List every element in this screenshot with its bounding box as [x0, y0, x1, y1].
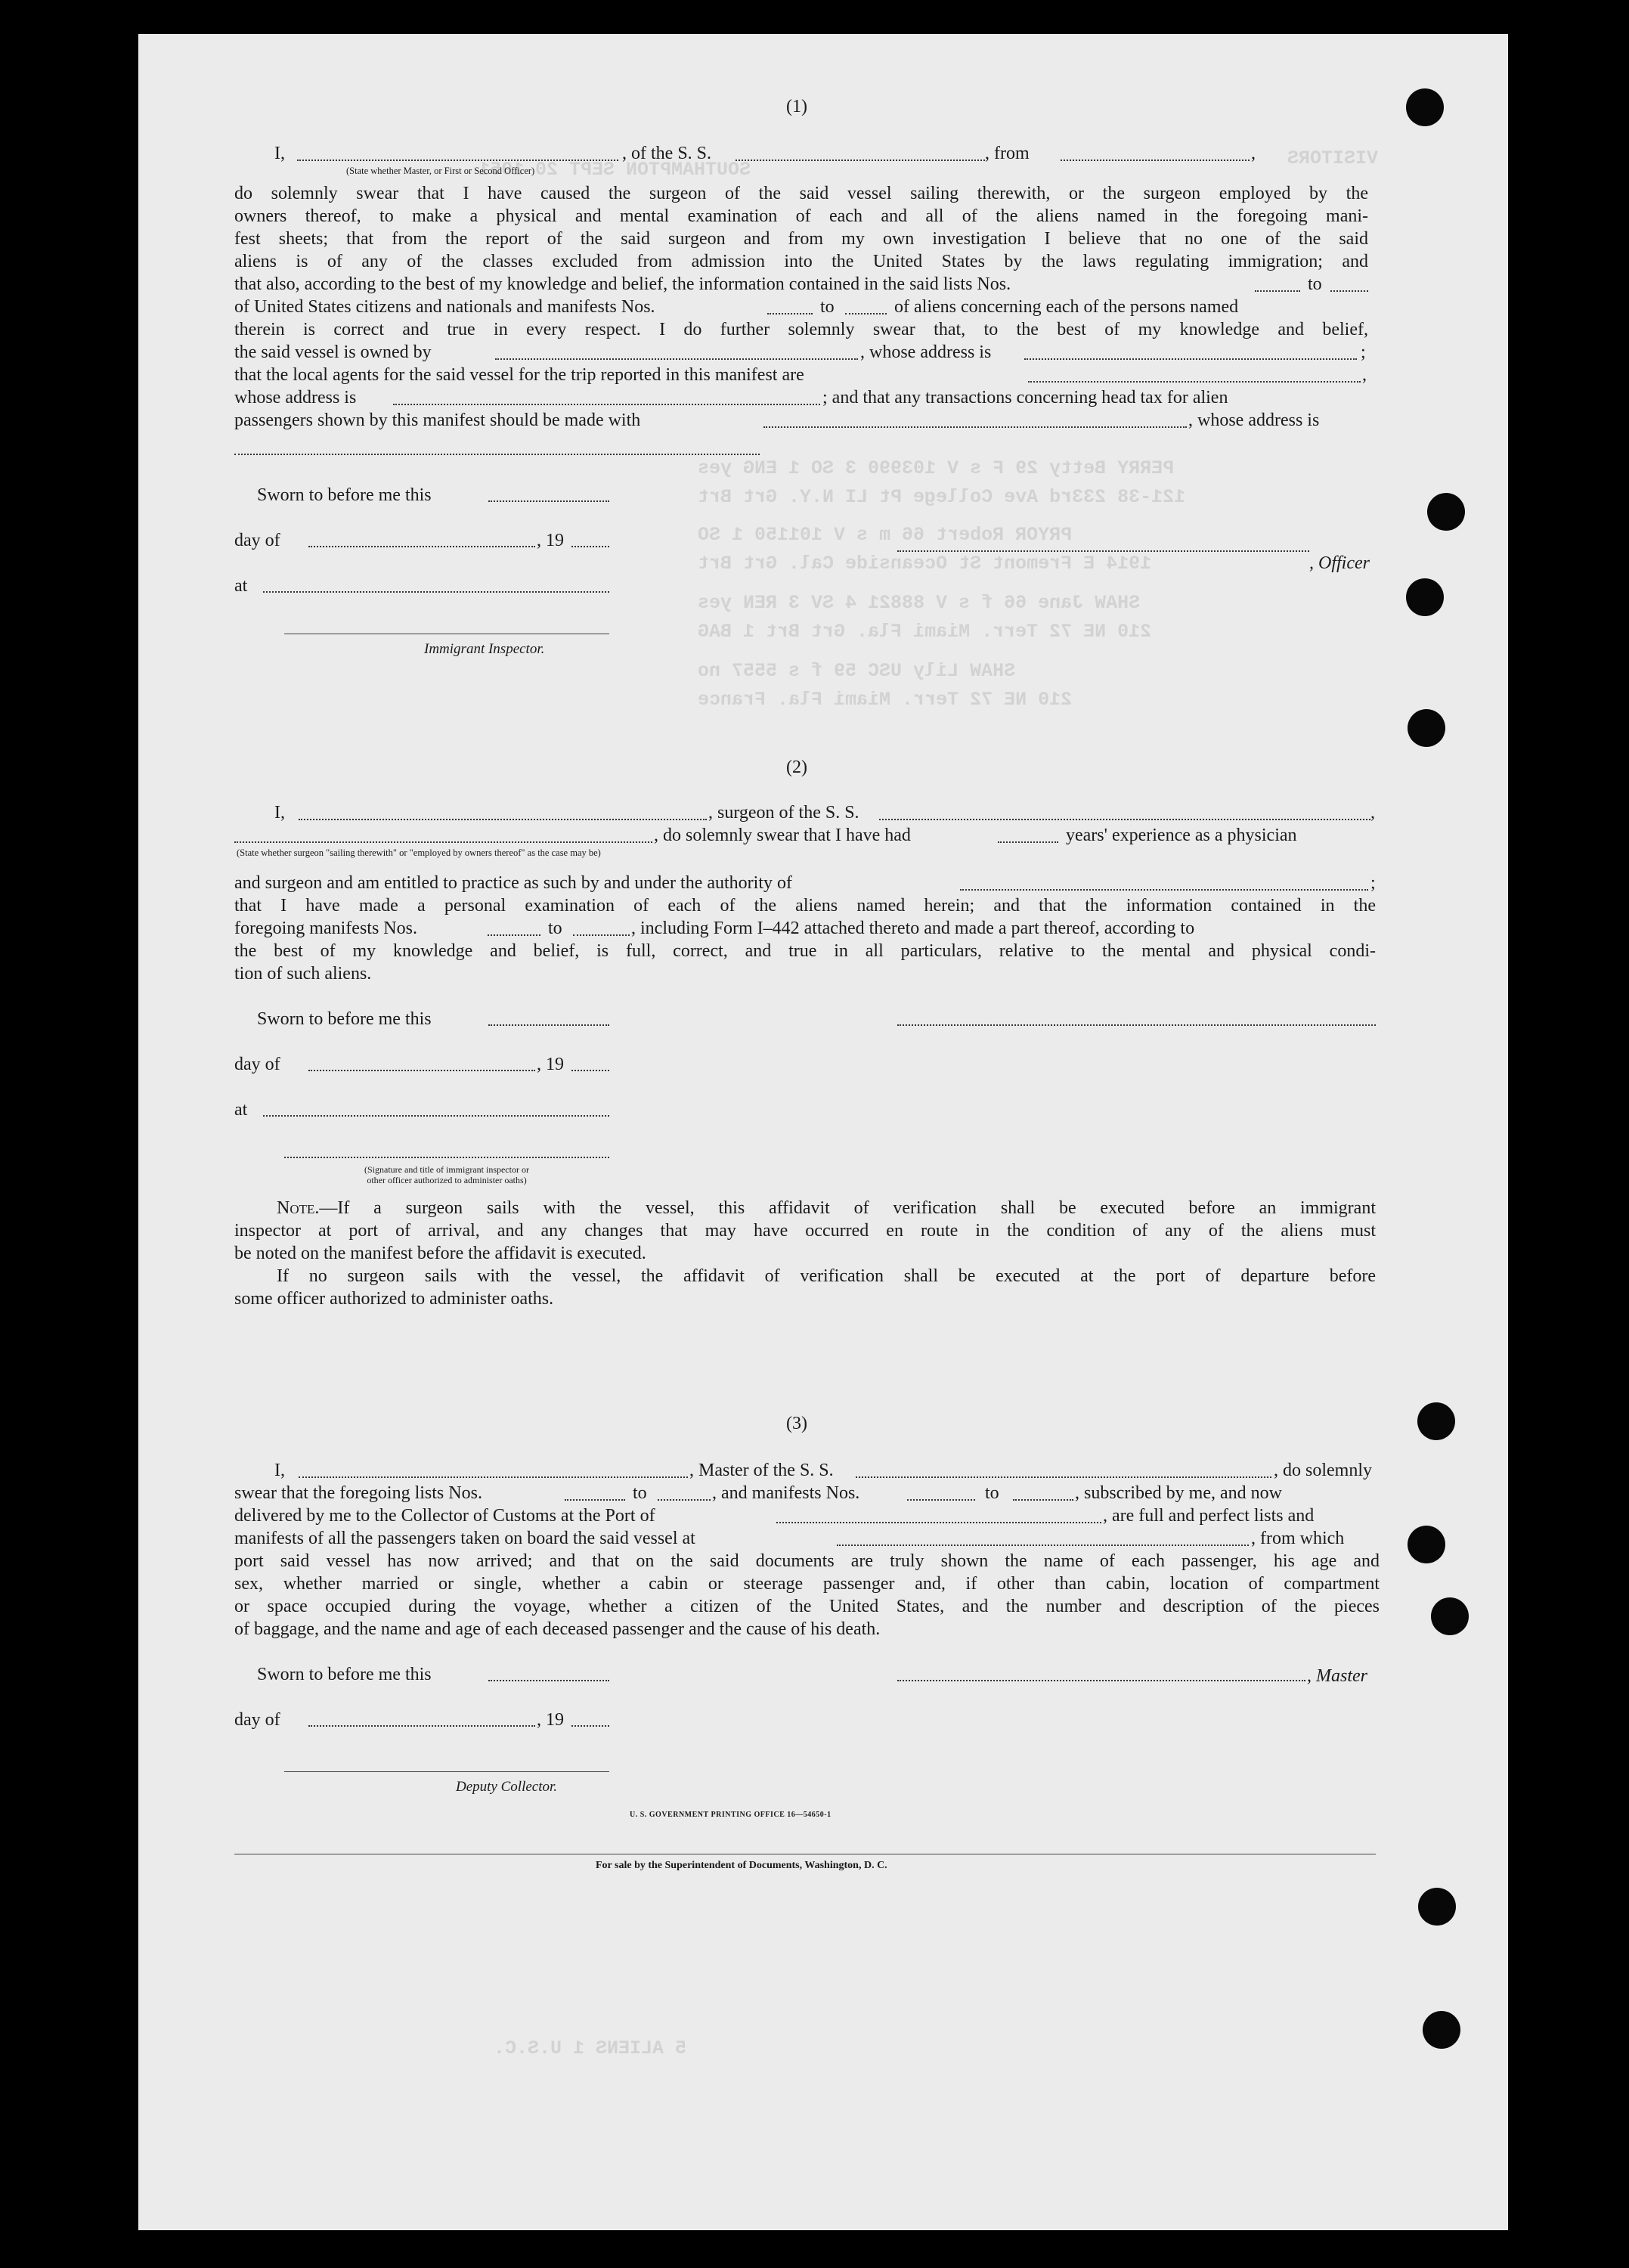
oath-text: ;: [1361, 342, 1366, 362]
oath-text: to: [548, 919, 562, 938]
surgeon-signature-field[interactable]: [897, 1024, 1376, 1026]
oath-text: I,: [274, 1461, 285, 1480]
oath-text: ,: [1370, 803, 1375, 823]
port-of-arrival-field[interactable]: [776, 1522, 1101, 1523]
surgeon-name-field[interactable]: [299, 819, 707, 820]
oath-text: the said vessel is owned by: [234, 342, 432, 362]
master-signature-field[interactable]: [897, 1680, 1305, 1681]
port-of-embarkation-field[interactable]: [837, 1545, 1249, 1546]
place-field-1[interactable]: [263, 591, 609, 593]
sworn-day-field-2[interactable]: [488, 1024, 609, 1026]
place-field-2[interactable]: [263, 1115, 609, 1117]
oath-line: aliens is of any of the classes excluded from admission into the United States by the laws regulating immigration; and: [234, 252, 1368, 271]
head-tax-address-field[interactable]: [234, 454, 760, 455]
punch-hole: [1417, 1402, 1455, 1440]
oath-text: , and manifests Nos.: [712, 1483, 860, 1503]
oath-line-lists: [234, 273, 1368, 296]
bleed-through-text: SHAW Lily USC 59 f s 5557 no: [698, 660, 1016, 682]
section3-line4: [234, 1527, 1380, 1550]
oath-text: , of the S. S.: [622, 144, 712, 163]
oath-text: ; and that any transactions concerning head tax for alien: [822, 388, 1228, 407]
oath-text: passengers shown by this manifest should be made with: [234, 411, 641, 430]
bleed-through-text: SOUTHAMPTON SEPT 20 1951: [478, 159, 751, 181]
oath-text: , surgeon of the S. S.: [708, 803, 859, 823]
section-number-2: (2): [786, 758, 807, 777]
sale-note: For sale by the Superintendent of Documents, Washington, D. C.: [596, 1860, 887, 1871]
day-of-label-2: day of: [234, 1055, 280, 1074]
oath-text: , from: [985, 144, 1030, 163]
bleed-through-text: 5 ALIENS 1 U.S.C.: [494, 2037, 687, 2059]
manifests-from-field[interactable]: [767, 313, 813, 314]
punch-hole: [1431, 1597, 1469, 1635]
officer-name-field[interactable]: [297, 160, 618, 161]
bleed-through-text: SHAW Jane 66 f s V 88821 4 SV 3 REN yes: [698, 592, 1141, 614]
oath-text: of aliens concerning each of the persons named: [894, 297, 1239, 317]
oath-text: and surgeon and am entitled to practice as such by and under the authority of: [234, 873, 792, 893]
sworn-label-1: Sworn to before me this: [257, 485, 432, 505]
deputy-label: Deputy Collector.: [456, 1779, 558, 1795]
bleed-through-text: PERRY Betty 29 F s V 103990 3 SO 1 ENG yes: [698, 457, 1175, 479]
oath-line: therein is correct and true in every respect. I do further solemnly swear that, to the best of my knowledge and belief,: [234, 320, 1368, 339]
day-of-label-3: day of: [234, 1710, 280, 1730]
punch-hole: [1423, 2011, 1460, 2049]
oath-line-agent-address: [234, 386, 1368, 409]
oath-line: owners thereof, to make a physical and mental examination of each and all of the aliens named in the foregoing mani-: [234, 206, 1368, 226]
agent-address-field[interactable]: [393, 404, 820, 405]
note-line: be noted on the manifest before the affidavit is executed.: [234, 1244, 646, 1263]
oath-text: to: [633, 1483, 647, 1503]
section2-line1: [234, 801, 1376, 824]
oath-line-manifests: [234, 296, 1368, 318]
oath-text: , whose address is: [860, 342, 992, 362]
owner-field[interactable]: [495, 358, 858, 360]
oath-text: years' experience as a physician: [1066, 826, 1297, 845]
bleed-through-text: 1914 E Fremont St Oceanside Cal. Grt Brt: [698, 553, 1152, 575]
oath-text: , subscribed by me, and now: [1075, 1483, 1282, 1503]
punch-hole: [1408, 1526, 1445, 1563]
oath-line: the best of my knowledge and belief, is full, correct, and true in all particulars, relative to the mental and physical condi-: [234, 941, 1376, 961]
printer-imprint: U. S. GOVERNMENT PRINTING OFFICE 16—54650-1: [630, 1811, 832, 1819]
lists-from-field[interactable]: [1255, 290, 1300, 292]
sworn-label-3: Sworn to before me this: [257, 1665, 432, 1684]
oath-text: to: [985, 1483, 999, 1503]
oath-line: tion of such aliens.: [234, 964, 372, 984]
lists-to-field[interactable]: [1330, 290, 1368, 292]
note-line-1: [277, 1197, 1376, 1219]
oath-line-owner: [234, 341, 1368, 364]
sworn-day-field-3[interactable]: [488, 1680, 609, 1681]
years-experience-field[interactable]: [998, 841, 1058, 843]
oath-text: foregoing manifests Nos.: [234, 919, 417, 938]
note-text: —If a surgeon sails with the vessel, this affidavit of verification shall be executed before an immigrant: [319, 1198, 1376, 1218]
lists-from-field-3[interactable]: [565, 1499, 625, 1501]
owner-address-field[interactable]: [1024, 358, 1357, 360]
section1-line1: [274, 142, 1514, 165]
year-label-2: , 19: [537, 1055, 564, 1074]
oath-text: to: [820, 297, 835, 317]
oath-line: do solemnly swear that I have caused the surgeon of the said vessel sailing therewith, or the surgeon employed by the: [234, 184, 1368, 203]
punch-hole: [1406, 578, 1444, 616]
oath-text: , are full and perfect lists and: [1103, 1506, 1315, 1526]
section3-line3: [234, 1504, 1380, 1527]
oath-line: sex, whether married or single, whether a cabin or steerage passenger and, if other than cabin, location of compartment: [234, 1574, 1380, 1594]
manifests-to-field-3[interactable]: [1013, 1499, 1073, 1501]
vessel-name-field[interactable]: [736, 160, 985, 161]
oath-line: or space occupied during the voyage, whether a citizen of the United States, and the number and description of the pieces: [234, 1597, 1380, 1616]
year-field-3[interactable]: [571, 1725, 609, 1727]
punch-hole: [1418, 1888, 1456, 1926]
master-label: , Master: [1307, 1666, 1367, 1686]
bleed-through-text: 121-38 233rd Ave College Pt LI N.Y. Grt Brt: [698, 486, 1186, 508]
departure-port-field[interactable]: [1061, 160, 1250, 161]
manifest-page: [138, 34, 1508, 2230]
authority-field[interactable]: [960, 889, 1368, 891]
punch-hole: [1427, 493, 1465, 531]
surgeon-hint: (State whether surgeon "sailing therewith" or "employed by owners thereof" as the case may be): [237, 847, 601, 858]
punch-hole: [1408, 709, 1445, 747]
section-number-3: (3): [786, 1414, 807, 1433]
oath-text: manifests of all the passengers taken on board the said vessel at: [234, 1529, 695, 1548]
oath-line: fest sheets; that from the report of the said surgeon and from my own investigation I believe that no one of the said: [234, 229, 1368, 249]
bleed-through-text: 210 NE 72 Terr. Miami Fla. Grt Brt 1 BAG: [698, 621, 1152, 643]
section2-line2: [234, 824, 1376, 847]
oath-text: , Master of the S. S.: [689, 1461, 834, 1480]
officer-label: , Officer: [1309, 553, 1370, 573]
deputy-signature-line[interactable]: [284, 1771, 609, 1772]
head-tax-party-field[interactable]: [763, 426, 1187, 428]
inspector-label: Immigrant Inspector.: [424, 641, 545, 657]
bleed-through-text: VISITORS: [1287, 147, 1379, 169]
manifests-from-field-2[interactable]: [488, 934, 540, 936]
month-field-2[interactable]: [308, 1070, 535, 1071]
year-label-3: , 19: [537, 1710, 564, 1730]
bleed-through-text: 210 NE 72 Terr. Miami Fla. France: [698, 689, 1073, 711]
master-name-field[interactable]: [299, 1476, 688, 1478]
oath-text: , from which: [1251, 1529, 1345, 1548]
note-label: Note.: [277, 1198, 320, 1218]
signature-hint-1: (Signature and title of immigrant inspector or: [364, 1164, 529, 1175]
surgeon-vessel-field[interactable]: [879, 819, 1370, 820]
bleed-through-text: PRYOR Robert 66 m s V 101150 1 SO: [698, 524, 1073, 546]
year-label-1: , 19: [537, 531, 564, 550]
oath-text: to: [1308, 274, 1322, 294]
oath-text: ,: [1251, 144, 1256, 163]
local-agents-field[interactable]: [1028, 381, 1361, 383]
oath-officer-signature-line[interactable]: [284, 1157, 609, 1158]
lists-to-field-3[interactable]: [658, 1499, 711, 1501]
day-of-label-1: day of: [234, 531, 280, 550]
oath-line: port said vessel has now arrived; and that on the said documents are truly shown the name of each passenger, his age and: [234, 1551, 1380, 1571]
year-field-1[interactable]: [571, 546, 609, 547]
oath-text: that also, according to the best of my knowledge and belief, the information contained in the said lists Nos.: [234, 274, 1011, 294]
manifests-from-field-3[interactable]: [907, 1499, 975, 1501]
oath-text: ;: [1370, 873, 1376, 893]
master-vessel-field[interactable]: [856, 1476, 1271, 1478]
sworn-label-2: Sworn to before me this: [257, 1009, 432, 1029]
officer-signature-field[interactable]: [897, 550, 1309, 552]
sworn-day-field-1[interactable]: [488, 500, 609, 502]
signature-hint-2: other officer authorized to administer oaths): [367, 1175, 527, 1185]
oath-text: that the local agents for the said vessel for the trip reported in this manifest are: [234, 365, 804, 385]
note-line: inspector at port of arrival, and any changes that may have occurred en route in the condition of any of the aliens must: [234, 1221, 1376, 1241]
oath-line-agents: [234, 364, 1368, 386]
note-line: If no surgeon sails with the vessel, the affidavit of verification shall be executed at the port of departure before: [277, 1266, 1376, 1286]
section2-line5: [234, 917, 1376, 940]
oath-text: swear that the foregoing lists Nos.: [234, 1483, 482, 1503]
oath-line-head-tax: [234, 409, 1368, 432]
oath-text: delivered by me to the Collector of Customs at the Port of: [234, 1506, 655, 1526]
at-label-2: at: [234, 1100, 248, 1120]
section-number-1: (1): [786, 97, 807, 116]
punch-hole: [1406, 88, 1444, 126]
section2-line3: [234, 872, 1376, 894]
at-label-1: at: [234, 576, 248, 596]
oath-text: I,: [274, 144, 285, 163]
oath-text: , whose address is: [1188, 411, 1320, 430]
oath-text: , including Form I–442 attached thereto and made a part thereof, according to: [631, 919, 1195, 938]
oath-text: , do solemnly swear that I have had: [654, 826, 911, 845]
section3-line1: [234, 1459, 1380, 1482]
oath-text: whose address is: [234, 388, 357, 407]
oath-line: of baggage, and the name and age of each deceased passenger and the cause of his death.: [234, 1619, 881, 1639]
oath-line: that I have made a personal examination of each of the aliens named herein; and that the information contained in the: [234, 896, 1376, 916]
month-field-3[interactable]: [308, 1725, 535, 1727]
surgeon-type-field[interactable]: [234, 841, 652, 843]
year-field-2[interactable]: [571, 1070, 609, 1071]
oath-text: ,: [1362, 365, 1367, 385]
note-line: some officer authorized to administer oaths.: [234, 1289, 554, 1309]
officer-hint: (State whether Master, or First or Second Officer): [346, 166, 535, 176]
manifests-to-field[interactable]: [845, 313, 887, 314]
oath-text: , do solemnly: [1274, 1461, 1372, 1480]
section3-line2: [234, 1482, 1380, 1504]
month-field-1[interactable]: [308, 546, 535, 547]
manifests-to-field-2[interactable]: [573, 934, 630, 936]
oath-text: of United States citizens and nationals and manifests Nos.: [234, 297, 655, 317]
oath-text: I,: [274, 803, 285, 823]
